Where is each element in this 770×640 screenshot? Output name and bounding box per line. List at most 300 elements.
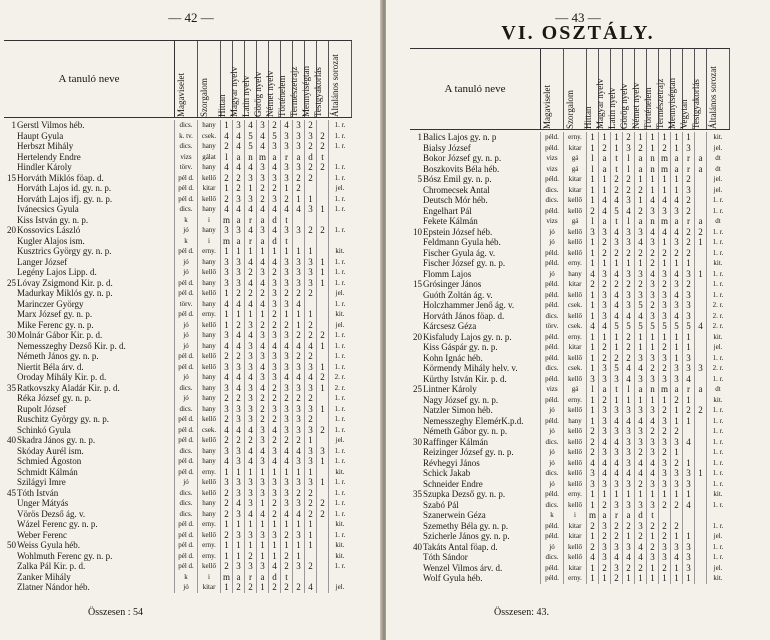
grade-cell: erny. [563, 132, 586, 143]
student-name: Horváth Miklós föap. d. [17, 172, 104, 183]
grade-cell: péld. [540, 374, 563, 385]
grade-cell: 3 [268, 194, 280, 205]
row-number: 40 [7, 435, 16, 445]
grade-cell [706, 510, 729, 521]
grade-cell: 2 [682, 206, 694, 217]
grade-cell: 4 [256, 278, 268, 289]
row-number [4, 246, 17, 257]
grade-cell: 3 [658, 458, 670, 469]
student-name: Zlatner Nándor héb. [17, 582, 90, 592]
grade-cell: 3 [280, 425, 292, 436]
grade-cell: 1 [634, 489, 646, 500]
grade-cell: 3 [244, 477, 256, 488]
grade-cell: 3 [304, 131, 316, 142]
grade-cell: 3 [304, 204, 316, 215]
grade-cell: 2 [622, 342, 634, 353]
grade-cell: 4 [610, 311, 622, 322]
grade-cell: 3 [292, 530, 304, 541]
grade-cell: 1. r. [706, 290, 729, 301]
grade-cell: 3 [244, 530, 256, 541]
grade-cell: 4 [610, 300, 622, 311]
student-name: Zalka Pál Kir. p. d. [17, 561, 86, 571]
grade-cell: 1. r. [706, 458, 729, 469]
student-name: Niertit Béla árv. d. [17, 361, 84, 372]
grade-cell: 3 [280, 141, 292, 152]
grade-cell: a [598, 153, 610, 164]
grade-cell: 1 [586, 342, 598, 353]
grade-cell: dt [706, 216, 729, 227]
grade-cell: 2 [268, 435, 280, 446]
table-row [4, 467, 351, 478]
grade-cell: kellő [197, 320, 220, 331]
grade-cell: 2 [610, 185, 622, 196]
grade-cell: 2 [610, 248, 622, 259]
grade-cell: kellő [563, 311, 586, 322]
row-number [410, 143, 423, 154]
grade-cell: a [670, 216, 682, 227]
student-name: Zanker Mihály [17, 571, 71, 582]
grade-cell: 1 [646, 143, 658, 154]
grade-cell: 3 [220, 225, 232, 236]
table-row [410, 206, 729, 217]
grade-cell: 2 [220, 141, 232, 152]
student-name: Balics Lajos gy. n. p [423, 132, 497, 142]
grade-cell: jó [174, 257, 197, 268]
grade-cell: 3 [610, 426, 622, 437]
student-name: Guóth Zoltán ág. v. [423, 289, 493, 300]
grade-cell: 3 [646, 353, 658, 364]
grade-cell: 3 [292, 278, 304, 289]
grade-cell: a [670, 164, 682, 175]
grade-cell: 4 [622, 416, 634, 427]
grade-cell: 3 [280, 131, 292, 142]
student-name: Kürthy István Kir. p. d. [423, 373, 507, 384]
row-number [410, 426, 423, 437]
grade-cell: 2 [316, 330, 328, 341]
grade-cell: 1 [622, 489, 634, 500]
student-name: Oroday Mihály Kir. p. d. [17, 372, 107, 382]
grade-cell: kitar [563, 279, 586, 290]
grade-cell: 4 [256, 446, 268, 457]
grade-cell: 2 [586, 447, 598, 458]
grade-cell: 1. r. [706, 500, 729, 511]
grade-cell: 1 [634, 258, 646, 269]
grade-cell: 3 [610, 500, 622, 511]
row-number: 25 [413, 384, 422, 394]
column-header-label: Hittan [216, 94, 227, 117]
grade-cell: 4 [646, 458, 658, 469]
grade-cell: dics. [174, 488, 197, 499]
grade-cell: 3 [292, 362, 304, 373]
grade-cell: t [646, 510, 658, 521]
grade-cell: péld. [540, 395, 563, 406]
grade-cell: 3 [268, 141, 280, 152]
student-name: Bósz Emil gy. n. p. [423, 174, 492, 184]
grade-cell: 3 [622, 500, 634, 511]
grade-cell [316, 288, 328, 299]
grade-cell: 3 [658, 311, 670, 322]
grade-cell: 4 [244, 456, 256, 467]
grade-cell: csek. [563, 363, 586, 374]
grade-cell: kit. [328, 246, 351, 257]
grade-cell: 1 [682, 395, 694, 406]
grade-cell: 1 [670, 447, 682, 458]
grade-cell: 2 [646, 258, 658, 269]
grade-cell [316, 582, 328, 593]
grade-cell: m [256, 152, 268, 163]
grade-cell: a [598, 164, 610, 175]
grade-cell [304, 183, 316, 194]
row-number [4, 341, 17, 352]
table-row [410, 458, 729, 469]
grade-cell: 3 [610, 405, 622, 416]
grade-cell: jó [174, 477, 197, 488]
row-number [410, 311, 423, 322]
grade-cell [304, 572, 316, 583]
grade-cell: 1. r. [706, 227, 729, 238]
table-row [410, 468, 729, 479]
student-name: Schneider Endre [423, 478, 483, 489]
grade-cell: 1 [622, 395, 634, 406]
grade-cell: 4 [268, 456, 280, 467]
grade-cell: 1 [682, 489, 694, 500]
grade-cell: 4 [292, 341, 304, 352]
grade-cell: 1 [244, 183, 256, 194]
row-number: 50 [7, 540, 16, 550]
table-row [410, 300, 729, 311]
grade-cell: 3 [256, 435, 268, 446]
grade-cell: a [634, 153, 646, 164]
grade-cell: 1 [256, 582, 268, 593]
grade-cell: 4 [658, 227, 670, 238]
column-header-label: Testgyakorlás [312, 67, 323, 117]
student-name: Wolf Gyula héb. [423, 573, 483, 583]
grade-cell: 1. r. [706, 552, 729, 563]
grade-cell: 1 [598, 132, 610, 143]
grade-cell: kellő [563, 374, 586, 385]
grade-cell: 2 [598, 531, 610, 542]
grade-cell: 3 [670, 363, 682, 374]
table-row [410, 510, 729, 521]
grade-cell: 3 [682, 300, 694, 311]
grade-cell: 4 [598, 321, 610, 332]
grade-cell: 3 [220, 383, 232, 394]
table-row [410, 153, 729, 164]
grade-cell: 3 [232, 488, 244, 499]
student-name: Nagy József gy. n. p. [423, 394, 499, 405]
grade-cell: 3 [268, 288, 280, 299]
grade-cell: kit. [706, 395, 729, 406]
grade-cell: 3 [622, 426, 634, 437]
table-row [410, 426, 729, 437]
student-name: Kusztrics György gy. n. p. [17, 246, 112, 256]
grade-cell: 3 [634, 374, 646, 385]
grade-cell: k. tv. [174, 131, 197, 142]
student-name: Vörös Dezső ág. v. [17, 508, 86, 519]
grade-cell: kit. [706, 489, 729, 500]
grade-cell: 2 [622, 174, 634, 185]
grade-cell: 4 [232, 162, 244, 173]
student-name: Hertelendy Endre [17, 151, 81, 162]
student-name: Hindler Károly [17, 162, 72, 172]
grade-cell: kellő [563, 447, 586, 458]
grade-cell: 3 [304, 278, 316, 289]
grade-cell: 4 [634, 542, 646, 553]
row-number [410, 153, 423, 164]
grade-cell: 2 [634, 563, 646, 574]
column-header-label: Testgyakorlás [690, 79, 701, 129]
grade-cell: 1 [670, 342, 682, 353]
grade-cell: jó [540, 447, 563, 458]
grade-cell: dics. [174, 446, 197, 457]
grade-cell: dics. [174, 141, 197, 152]
grade-cell: 1. r. [328, 225, 351, 236]
grade-cell: 2 [232, 582, 244, 593]
grade-cell: péld. [540, 206, 563, 217]
grade-cell [316, 246, 328, 257]
row-number [4, 404, 17, 415]
grade-cell [694, 426, 706, 437]
grade-cell: 1 [586, 311, 598, 322]
grade-cell: 3 [232, 509, 244, 520]
grade-cell: 2 [232, 183, 244, 194]
table-row [4, 446, 351, 457]
grade-cell: 1 [232, 551, 244, 562]
grade-cell: 2 [268, 498, 280, 509]
grade-cell: kellő [197, 351, 220, 362]
grade-cell: 2 [232, 173, 244, 184]
grade-cell: hany [197, 278, 220, 289]
grade-cell: 3 [304, 404, 316, 415]
student-name: Weiss Gyula héb. [17, 540, 81, 550]
grade-cell [304, 299, 316, 310]
grade-cell: 1 [610, 395, 622, 406]
grade-cell: 1 [586, 353, 598, 364]
table-row [410, 185, 729, 196]
grade-cell [694, 447, 706, 458]
grade-cell: 1. r. [706, 416, 729, 427]
row-number [4, 131, 17, 142]
grade-cell [694, 395, 706, 406]
grade-cell: jó [540, 237, 563, 248]
grade-cell: pél d. [174, 183, 197, 194]
grade-cell: 1 [610, 258, 622, 269]
grade-cell: 1 [634, 132, 646, 143]
table-row [410, 216, 729, 227]
grade-cell: 1 [232, 519, 244, 530]
grade-cell: jel. [706, 143, 729, 154]
grade-cell: 1 [610, 489, 622, 500]
grade-cell: kitar [563, 531, 586, 542]
row-number [410, 521, 423, 532]
row-number [410, 563, 423, 574]
grade-cell: vizs [540, 164, 563, 175]
grade-cell: 1 [586, 174, 598, 185]
grade-cell: 1. r. [328, 120, 351, 131]
grade-cell: 3 [646, 290, 658, 301]
table-row [4, 225, 351, 236]
table-row [410, 531, 729, 542]
grade-cell: péld. [540, 290, 563, 301]
grade-cell: 4 [598, 437, 610, 448]
student-name: Skadra János gy. n. p. [17, 435, 96, 445]
grade-cell: 1 [598, 185, 610, 196]
grade-cell: l [622, 164, 634, 175]
student-name: Schmidt Kálmán [17, 466, 78, 477]
row-number [4, 309, 17, 320]
table-row [4, 540, 351, 551]
grade-cell: 2. r. [706, 321, 729, 332]
grade-cell: 1 [304, 194, 316, 205]
grade-cell: kellő [563, 206, 586, 217]
table-row [4, 488, 351, 499]
column-header-label: Német nyelv [630, 82, 641, 129]
grade-cell: 1 [268, 551, 280, 562]
grade-cell: kit. [328, 309, 351, 320]
grade-cell [316, 561, 328, 572]
student-name: Németh János gy. n. p. [17, 351, 99, 361]
grade-cell: 1 [598, 573, 610, 584]
grade-cell: 2 [634, 185, 646, 196]
column-header [312, 41, 329, 117]
column-header-label: Hittan [582, 106, 593, 129]
grade-cell: kitar [563, 185, 586, 196]
grade-cell: 3 [304, 257, 316, 268]
grade-cell: 2 [280, 393, 292, 404]
grade-cell: 3 [682, 185, 694, 196]
grade-cell: kellő [197, 477, 220, 488]
grade-cell: 2 [598, 395, 610, 406]
table-row [410, 290, 729, 301]
table-row [410, 552, 729, 563]
row-number [4, 572, 17, 583]
table-row [410, 164, 729, 175]
grade-cell: 3 [622, 227, 634, 238]
grade-cell: r [280, 152, 292, 163]
grade-cell: 1 [586, 195, 598, 206]
grade-cell: gálat [197, 152, 220, 163]
student-name: Horváth Lajos id. gy. n. p. [17, 183, 112, 193]
grade-cell: 3 [694, 363, 706, 374]
grade-cell: 2 [682, 237, 694, 248]
grade-cell: hany [197, 162, 220, 173]
grade-cell: 1. r. [706, 269, 729, 280]
grade-cell [694, 311, 706, 322]
grade-cell: 3 [280, 498, 292, 509]
grade-cell: 3 [244, 561, 256, 572]
grade-cell: jó [174, 393, 197, 404]
row-number [4, 152, 17, 163]
grade-cell: 2 [634, 206, 646, 217]
table-row [4, 257, 351, 268]
grade-cell: 1 [292, 540, 304, 551]
row-number [4, 467, 17, 478]
grade-cell: 2 [658, 405, 670, 416]
grade-cell: 2 [280, 288, 292, 299]
grade-cell: 1. r. [328, 278, 351, 289]
grade-cell: 3 [256, 330, 268, 341]
grade-cell: m [658, 384, 670, 395]
table-row [4, 498, 351, 509]
grade-cell: 3 [598, 227, 610, 238]
table-row [410, 447, 729, 458]
row-number [4, 551, 17, 562]
row-number [410, 269, 423, 280]
grade-cell: jó [540, 405, 563, 416]
grade-cell: 3 [256, 267, 268, 278]
grade-cell: 3 [232, 120, 244, 131]
grade-cell: 1 [586, 563, 598, 574]
grade-cell: 2 [268, 509, 280, 520]
grade-cell: kellő [563, 248, 586, 259]
grade-cell: 3 [598, 269, 610, 280]
grade-cell: dt [706, 384, 729, 395]
grade-cell: 2 [634, 248, 646, 259]
grade-cell: 3 [268, 404, 280, 415]
column-header-label: Általános sorozat [708, 66, 718, 129]
grade-cell: 1 [316, 477, 328, 488]
grade-cell: 2 [292, 330, 304, 341]
grade-cell: 3 [292, 257, 304, 268]
grade-cell: 1 [244, 519, 256, 530]
grade-cell: dt [706, 153, 729, 164]
grade-cell: 4 [292, 299, 304, 310]
grade-cell: 4 [268, 425, 280, 436]
grade-cell: pél d. [174, 435, 197, 446]
grade-cell [694, 143, 706, 154]
grade-cell: k [174, 236, 197, 247]
grade-cell: a [256, 572, 268, 583]
table-header-right [410, 48, 730, 130]
grade-cell: dics. [540, 363, 563, 374]
grade-cell: 1 [694, 468, 706, 479]
grade-cell [682, 426, 694, 437]
grade-cell: péld. [540, 521, 563, 532]
grade-cell: 3 [658, 479, 670, 490]
table-row [4, 131, 351, 142]
table-row [4, 393, 351, 404]
grade-cell: 2 [268, 414, 280, 425]
grade-cell: 3 [232, 561, 244, 572]
grade-cell: 1. r. [706, 248, 729, 259]
row-number: 35 [7, 382, 16, 393]
grade-cell: 3 [256, 120, 268, 131]
page-number-right: — 43 — [555, 10, 601, 25]
grade-cell: kellő [197, 267, 220, 278]
table-row [4, 141, 351, 152]
grade-cell [658, 510, 670, 521]
grade-cell: 1. r. [328, 194, 351, 205]
grade-cell: 2 [610, 279, 622, 290]
grade-cell: 1 [634, 395, 646, 406]
grade-cell: 3 [598, 405, 610, 416]
grade-cell: 1 [586, 405, 598, 416]
table-row [410, 437, 729, 448]
grade-cell: 3 [244, 393, 256, 404]
grade-cell: 3 [256, 425, 268, 436]
grade-cell [316, 488, 328, 499]
grade-cell [694, 300, 706, 311]
student-name: Madurkay Miklós gy. n. p. [17, 288, 113, 298]
grade-cell: k [540, 510, 563, 521]
grade-cell: 3 [622, 290, 634, 301]
grade-cell: r [682, 164, 694, 175]
row-number [4, 414, 17, 425]
grade-cell: 2 [610, 521, 622, 532]
grade-cell [694, 185, 706, 196]
grade-cell: 3 [658, 468, 670, 479]
student-name: Deutsch Mór héb. [423, 195, 488, 205]
